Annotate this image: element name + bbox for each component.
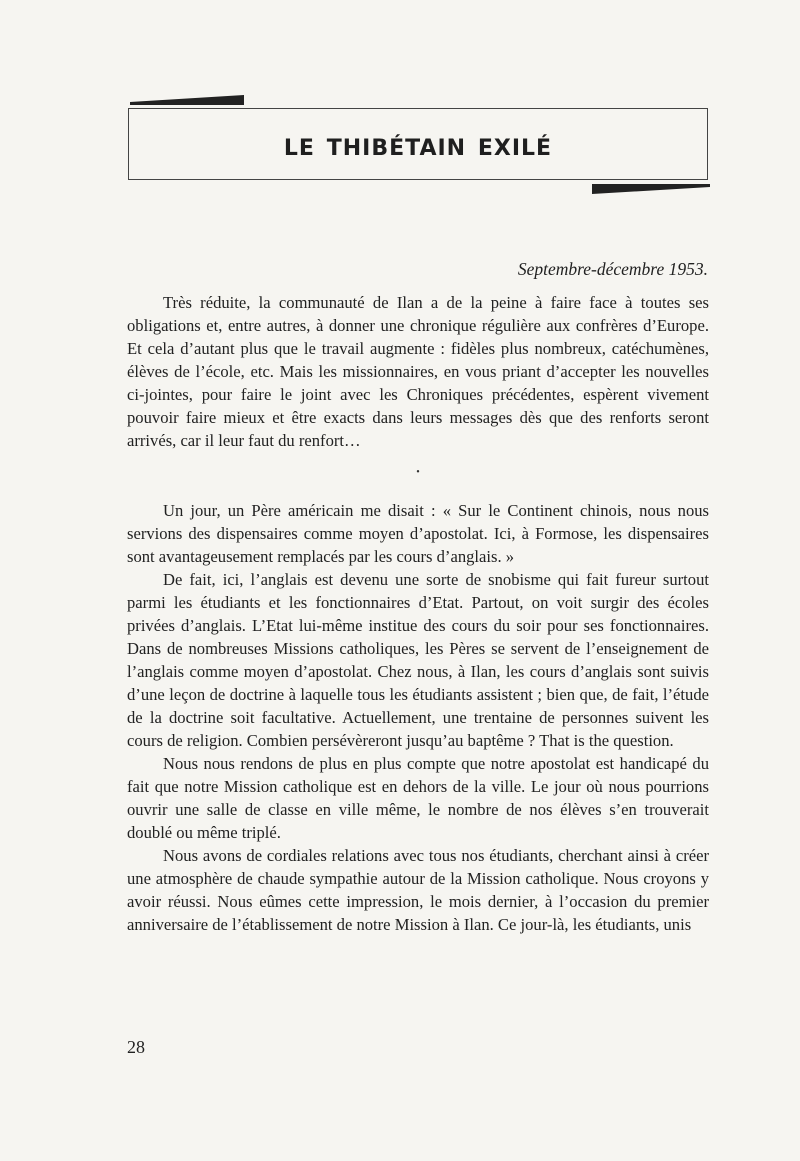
title-ornament-top-bar: [130, 95, 244, 105]
section-separator: •: [416, 467, 420, 478]
paragraph: Nous avons de cordiales relations avec tous nos étudiants, cherchant ainsi à créer une atmosphère de chaude sympathie autour de la Mission catholique. Nous croyons y avoir réussi. Nous eûmes cette impression, le mois dernier, à l’occasion du premier anniversaire de l’établissement de notre Mission à Ilan. Ce jour-là, les étudiants, unis: [127, 846, 709, 934]
title-frame: [128, 108, 708, 180]
title-ornament-bottom-bar: [592, 184, 710, 194]
dateline: Septembre-décembre 1953.: [517, 259, 708, 279]
paragraph: Un jour, un Père américain me disait : « Sur le Continent chinois, nous nous servions des dispensaires comme moyen d’apostolat. Ici, à Formose, les dispensaires sont avantageusement remplacés par les cours d’anglais. »: [127, 501, 709, 566]
chapter-title: le thibétain exilé: [283, 127, 553, 163]
paragraph: Très réduite, la communauté de Ilan a de la peine à faire face à toutes ses obligations et, entre autres, à donner une chronique régulière aux confrères d’Europe. Et cela d’autant plus que le travail augmente : fidèles plus nombreux, catéchumènes, élèves de l’école, etc. Mais les missionnaires, en vous priant d’accepter les nouvelles ci-jointes, pour faire le joint avec les Chroniques précédentes, espèrent vivement pouvoir faire mieux et être exacts dans leurs messages dès que des renforts seront arrivés, car il leur faut du renfort…: [127, 293, 709, 450]
page-number: 28: [127, 1037, 145, 1057]
article-body: [127, 291, 709, 936]
paragraph: De fait, ici, l’anglais est devenu une sorte de snobisme qui fait fureur surtout parmi les étudiants et les fonctionnaires d’Etat. Partout, on voit surgir des écoles privées d’anglais. L’Etat lui-même institue des cours du soir pour ses fonctionnaires. Dans de nombreuses Missions catholiques, les Pères se servent de l’enseignement de l’anglais comme moyen d’apostolat. Chez nous, à Ilan, les cours d’anglais sont suivis d’une leçon de doctrine à laquelle tous les étudiants assistent ; bien que, de fait, l’étude de la doctrine soit facultative. Actuellement, une trentaine de personnes suivent les cours de religion. Combien persévèreront jusqu’au baptême ? That is the question.: [127, 570, 709, 750]
paragraph: Nous nous rendons de plus en plus compte que notre apostolat est handicapé du fait que notre Mission catholique est en dehors de la ville. Le jour où nous pourrions ouvrir une salle de classe en ville même, le nombre de nos élèves s’en trouverait doublé ou même triplé.: [127, 754, 709, 842]
